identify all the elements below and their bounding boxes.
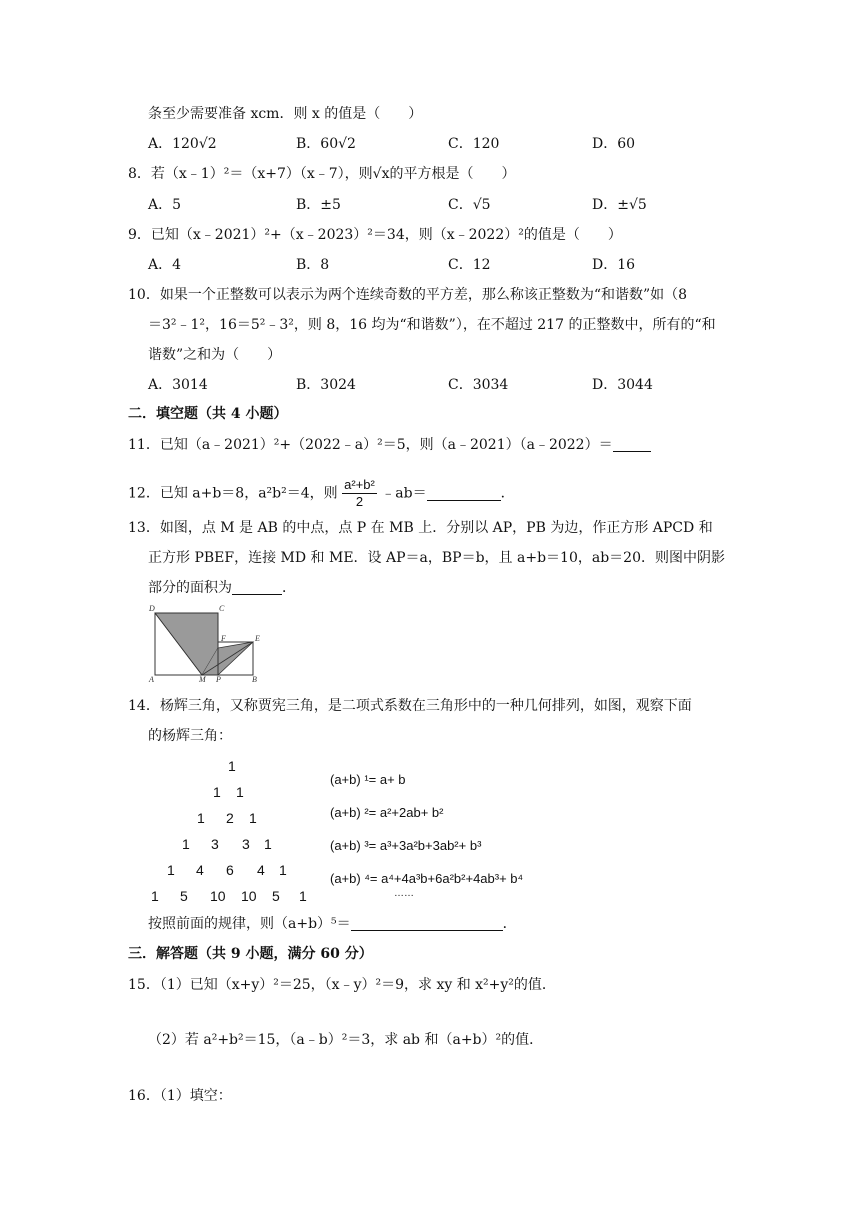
q10-option-a: A．3014: [148, 377, 208, 393]
label-b: B: [252, 675, 257, 682]
q10-line-3: 谐数”之和为（ ）: [148, 347, 282, 363]
q14-line-2: 的杨辉三角：: [148, 728, 232, 744]
shaded-region-right: [218, 642, 253, 675]
q14-blank: [351, 916, 503, 931]
q13-line-3-text: 部分的面积为: [148, 580, 232, 596]
q14-line-1: 14．杨辉三角，又称贾宪三角，是二项式系数在三角形中的一种几何排列，如图，观察下面: [128, 698, 692, 714]
q7-option-a: A．120√2: [148, 136, 217, 152]
expansion-row: (a+b) ¹= a+ b: [330, 772, 406, 787]
q12-suffix: ﹣ab＝: [381, 485, 427, 502]
tri-cell: 1: [249, 810, 257, 826]
tri-cell: 1: [279, 862, 287, 878]
tri-cell: 4: [196, 862, 204, 878]
tri-cell: 1: [197, 810, 205, 826]
tri-cell: 1: [167, 862, 175, 878]
q8-option-b: B．±5: [296, 197, 341, 213]
expansion-row: (a+b) ³= a³+3a²b+3ab²+ b³: [330, 838, 482, 853]
section-2-heading: 二．填空题（共 4 小题）: [128, 406, 288, 422]
tri-cell: 1: [264, 836, 272, 852]
q11-text: [128, 435, 651, 455]
tri-cell: 3: [211, 836, 219, 852]
q13-line-1: 13．如图，点 M 是 AB 的中点，点 P 在 MB 上．分别以 AP，PB 为边，作正方形 APCD 和: [128, 520, 713, 536]
tri-cell: 10: [210, 888, 226, 904]
label-a: A: [149, 675, 154, 682]
tri-cell: 2: [226, 810, 234, 826]
tri-cell: 1: [236, 784, 244, 800]
q8-option-d: D．±√5: [592, 197, 647, 213]
q9-text: 9．已知（x﹣2021）²+（x﹣2023）²＝34，则（x﹣2022）²的值是（ ）: [128, 227, 622, 243]
q10-option-d: D．3044: [592, 377, 653, 393]
label-d: D: [149, 604, 155, 613]
q7-option-c: C．120: [448, 136, 500, 152]
tri-cell: 1: [228, 758, 236, 774]
q12-fraction: [342, 477, 377, 510]
label-p: P: [216, 675, 221, 682]
q10-option-c: C．3034: [448, 377, 509, 393]
q7-option-d: D．60: [592, 136, 636, 152]
q13-figure: [146, 602, 266, 682]
label-e: E: [255, 634, 260, 643]
expansion-row: (a+b) ⁴= a⁴+4a³b+6a²b²+4ab³+ b⁴: [330, 871, 524, 886]
q10-line-1: 10．如果一个正整数可以表示为两个连续奇数的平方差，那么称该正整数为“和谐数”如（8: [128, 287, 688, 303]
q10-option-b: B．3024: [296, 377, 356, 393]
tri-cell: 1: [299, 888, 307, 904]
tri-cell: 10: [241, 888, 257, 904]
q7-option-b: B．60√2: [296, 136, 356, 152]
q12-fraction-denominator: 2: [355, 494, 364, 509]
q9-option-b: B．8: [296, 257, 330, 273]
q13-line-2: 正方形 PBEF，连接 MD 和 ME．设 AP＝a，BP＝b，且 a+b＝10，ab＝20．则图中阴影: [148, 550, 725, 566]
q11-blank: [613, 437, 651, 452]
q9-option-c: C．12: [448, 257, 491, 273]
q8-option-a: A．5: [148, 197, 182, 213]
label-c: C: [219, 604, 225, 613]
q13-blank: [232, 580, 282, 595]
tri-cell: 4: [257, 862, 265, 878]
q9-option-d: D．16: [592, 257, 636, 273]
expansion-row: (a+b) ²= a²+2ab+ b²: [330, 805, 444, 820]
expansion-ellipsis: ……: [394, 888, 414, 899]
q12-blank: [427, 486, 501, 501]
q8-text: 8．若（x﹣1）²＝（x+7）（x﹣7），则√x的平方根是（ ）: [128, 166, 516, 182]
q16-text: 16．（1）填空：: [128, 1088, 232, 1104]
q13-line-3: 部分的面积为 ．: [148, 580, 296, 596]
q11-label: 11．已知（a﹣2021）²+（2022﹣a）²＝5，则（a﹣2021）（a﹣2022）＝: [128, 437, 613, 453]
q14-question-text: 按照前面的规律，则（a+b）⁵＝: [148, 916, 351, 932]
q12-text: 12．已知 a+b＝8，a²b²＝4，则 $\frac{\text{a²+b²}}{2}$ ﹣ab＝ ．: [128, 477, 515, 509]
q12-prefix: 12．已知 a+b＝8，a²b²＝4，则: [128, 485, 338, 502]
q15-part-1: 15．（1）已知（x+y）²＝25，（x﹣y）²＝9，求 xy 和 x²+y²的值．: [128, 977, 556, 993]
tri-cell: 1: [151, 888, 159, 904]
tri-cell: 1: [182, 836, 190, 852]
q10-line-2: ＝3²﹣1²，16＝5²﹣3²，则 8，16 均为“和谐数”），在不超过 217 的正整数中，所有的“和: [148, 317, 716, 333]
tri-cell: 1: [213, 784, 221, 800]
tri-cell: 5: [180, 888, 188, 904]
label-f: F: [221, 634, 226, 643]
label-m: M: [199, 675, 206, 682]
q8-option-c: C．√5: [448, 197, 491, 213]
section-3-heading: 三．解答题（共 9 小题，满分 60 分）: [128, 946, 373, 962]
q14-question: 按照前面的规律，则（a+b）⁵＝ ．: [148, 916, 517, 932]
tri-cell: 6: [226, 862, 234, 878]
tri-cell: 3: [242, 836, 250, 852]
tri-cell: 5: [272, 888, 280, 904]
q7-text: 条至少需要准备 xcm．则 x 的值是（ ）: [148, 106, 423, 122]
q12-fraction-numerator: a²+b²: [344, 477, 375, 492]
q15-part-2: （2）若 a²+b²＝15，（a﹣b）²＝3，求 ab 和（a+b）²的值．: [148, 1032, 544, 1048]
q9-option-a: A．4: [148, 257, 182, 273]
